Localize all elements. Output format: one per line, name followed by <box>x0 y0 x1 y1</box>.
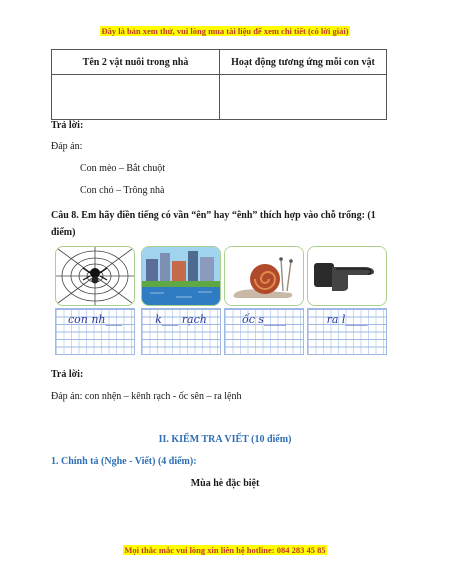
snail-icon <box>225 247 303 305</box>
writing-grid-2 <box>141 308 221 355</box>
prompt-ra-l: ra l____ <box>326 313 368 326</box>
picture-exercise <box>51 246 386 355</box>
pointing-hand-icon <box>308 247 386 305</box>
answer-label: Trả lời: <box>51 120 84 131</box>
answer-key-label: Đáp án: <box>51 141 83 152</box>
answer-label-8: Trả lời: <box>51 369 84 380</box>
canal-icon <box>142 247 220 305</box>
prompt-oc-s: ốc s____ <box>241 313 287 326</box>
dictation-title: Mùa hè đặc biệt <box>190 478 260 489</box>
writing-grid-1 <box>55 308 135 355</box>
spider-icon <box>56 247 134 305</box>
table-cell-empty <box>220 75 387 120</box>
footer-banner: Mọi thắc mắc vui lòng xin liên hệ hotline: 084 283 45 85 <box>124 545 326 555</box>
table-cell-empty <box>52 75 220 120</box>
writing-grid-4 <box>307 308 387 355</box>
prompt-k-rach: k___ rạch <box>155 313 207 326</box>
command-picture <box>307 246 387 306</box>
header-banner: Đây là bản xem thử, vui lòng mua tài liệu để xem chi tiết (có lời giải) <box>101 26 349 36</box>
answer-line-cat: Con mèo – Bắt chuột <box>80 163 165 174</box>
section-heading: II. KIỂM TRA VIẾT (10 điểm) <box>158 434 292 445</box>
snail-picture <box>224 246 304 306</box>
table-header-pets: Tên 2 vật nuôi trong nhà <box>52 50 220 75</box>
spider-web-picture <box>55 246 135 306</box>
canal-picture <box>141 246 221 306</box>
subsection-heading: 1. Chính tả (Nghe - Viết) (4 điểm): <box>51 456 197 467</box>
answer-key-8: Đáp án: con nhện – kênh rạch - ốc sên – ra lệnh <box>51 391 242 402</box>
answer-line-dog: Con chó – Trông nhà <box>80 185 165 196</box>
pets-table <box>51 49 387 120</box>
writing-grid-3 <box>224 308 304 355</box>
table-header-activities: Hoạt động tương ứng mỗi con vật <box>220 50 387 75</box>
prompt-con-nh: con nh___ <box>67 313 123 326</box>
question-8: Câu 8. Em hãy điền tiếng có vần “ên” hay “ênh” thích hợp vào chỗ trống: (1 điểm) <box>51 210 376 238</box>
